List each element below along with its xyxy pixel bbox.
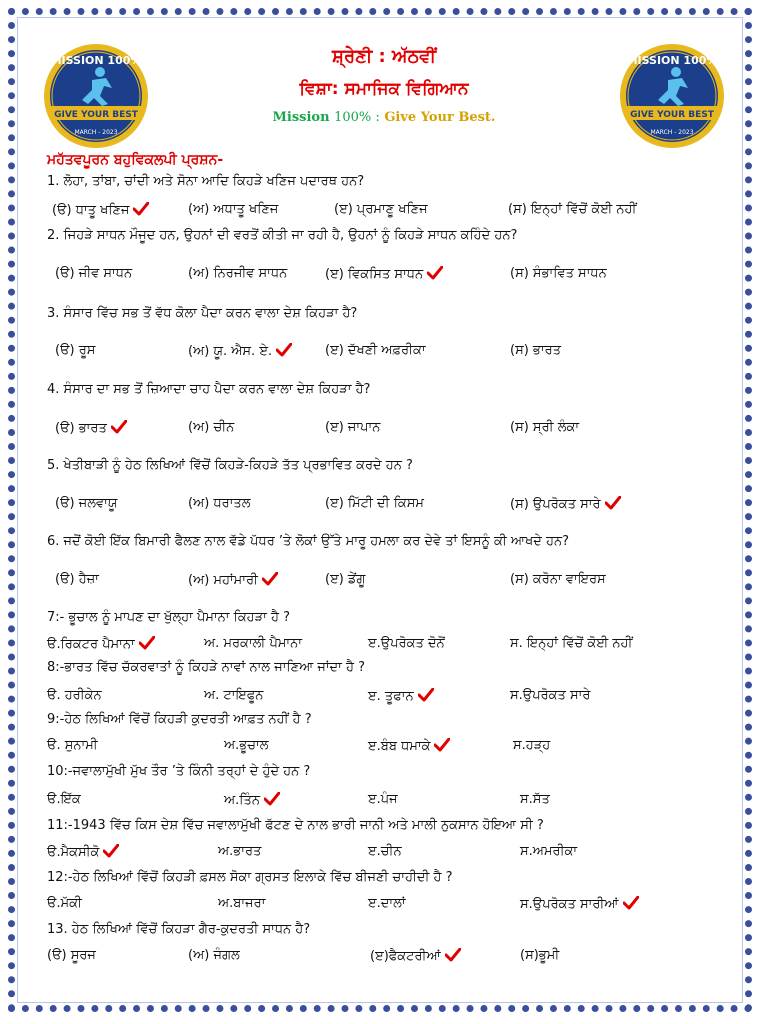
option-label: (ਸ) ਉਪਰੋਕਤ ਸਾਰੇ [510, 497, 601, 512]
option-label: (ੳ) ਧਾਤੂ ਖਣਿਜ [52, 203, 130, 218]
option-2-3 [325, 266, 443, 282]
option-label: ੳ.ਇੱਕ [47, 792, 81, 807]
option-1-4 [508, 202, 636, 217]
check-icon [434, 738, 450, 752]
option-1-3 [334, 202, 428, 217]
mission-badge-right [618, 42, 726, 150]
option-5-4 [510, 496, 621, 512]
option-10-2 [224, 792, 280, 808]
options-row [0, 420, 768, 440]
check-icon [139, 636, 155, 650]
option-label: ੳ. ਹਰੀਕੇਨ [47, 688, 102, 703]
option-label: ੳ.ਮੱਕੀ [47, 896, 82, 911]
option-11-2 [218, 844, 261, 859]
check-icon [418, 688, 434, 702]
option-6-2 [188, 572, 278, 588]
options-row [0, 343, 768, 363]
badge-band-text: GIVE YOUR BEST [630, 110, 714, 120]
question-3: 3. ਸੰਸਾਰ ਵਿੱਚ ਸਭ ਤੋਂ ਵੱਧ ਕੋਲਾ ਪੈਦਾ ਕਰਨ ਵਾਲਾ ਦੇਸ਼ ਕਿਹੜਾ ਹੈ? [47, 306, 358, 321]
check-icon [427, 266, 443, 280]
options-row [0, 896, 768, 916]
option-7-1 [47, 636, 155, 652]
option-label: (ਅ) ਧਰਾਤਲ [188, 496, 251, 511]
option-12-1 [47, 896, 82, 911]
tagline-word: Mission [272, 110, 330, 125]
question-7: 7:- ਭੂਚਾਲ ਨੂੰ ਮਾਪਣ ਦਾ ਖੁੱਲ੍ਹਾ ਪੈਮਾਨਾ ਕਿਹੜਾ ਹੈ ? [47, 610, 291, 625]
question-2: 2. ਜਿਹੜੇ ਸਾਧਨ ਮੌਜੂਦ ਹਨ, ਉਹਨਾਂ ਦੀ ਵਰਤੋਂ ਕੀਤੀ ਜਾ ਰਹੀ ਹੈ, ਉਹਨਾਂ ਨੂੰ ਕਿਹੜੇ ਸਾਧਨ ਕਹਿੰਦੇ ਹਨ? [47, 228, 518, 243]
option-label: ਸ.ਉਪਰੋਕਤ ਸਾਰੇ [510, 688, 591, 703]
option-label: ਅ. ਟਾਇਫੂਨ [204, 688, 264, 703]
option-8-1 [47, 688, 102, 703]
tagline-rest: Give Your Best. [384, 110, 496, 125]
check-icon [111, 420, 127, 434]
option-label: ੳ. ਸੁਨਾਮੀ [47, 738, 98, 753]
option-13-1 [47, 948, 96, 963]
option-label: (ੳ) ਸੂਰਜ [47, 948, 96, 963]
question-5: 5. ਖੇਤੀਬਾੜੀ ਨੂੰ ਹੇਠ ਲਿਖਿਆਂ ਵਿੱਚੋਂ ਕਿਹੜੇ-ਕਿਹੜੇ ਤੱਤ ਪ੍ਰਭਾਵਿਤ ਕਰਦੇ ਹਨ ? [47, 458, 413, 473]
option-label: ੲ.ਦਾਲਾਂ [368, 896, 406, 911]
option-8-3 [368, 688, 434, 704]
option-11-3 [368, 844, 402, 859]
option-label: ਸ.ਹੜ੍ਹ [513, 738, 551, 753]
badge-date-text: MARCH - 2023 [74, 129, 118, 136]
option-label: (ੲ) ਮਿੱਟੀ ਦੀ ਕਿਸਮ [325, 496, 424, 511]
option-10-1 [47, 792, 81, 807]
subject-title: ਵਿਸ਼ਾ: ਸਮਾਜਿਕ ਵਿਗਿਆਨ [299, 79, 469, 99]
option-3-4 [510, 343, 561, 358]
option-label: (ਅ) ਨਿਰਜੀਵ ਸਾਧਨ [188, 266, 288, 281]
option-2-4 [510, 266, 607, 281]
option-label: ਸ.ਉਪਰੋਕਤ ਸਾਰੀਆਂ [520, 897, 619, 912]
options-row [0, 948, 768, 968]
option-label: ਅ.ਭੂਚਾਲ [224, 738, 269, 753]
option-5-2 [188, 496, 251, 511]
option-3-2 [188, 343, 292, 359]
question-12: 12:-ਹੇਠ ਲਿਖਿਆਂ ਵਿੱਚੋਂ ਕਿਹੜੀ ਫ਼ਸਲ ਸੋਕਾ ਗ੍ਰਸਤ ਇਲਾਕੇ ਵਿੱਚ ਬੀਜਣੀ ਚਾਹੀਦੀ ਹੈ ? [47, 870, 453, 885]
option-label: (ੲ) ਦੱਖਣੀ ਅਫ਼ਰੀਕਾ [325, 343, 426, 358]
option-label: ੲ. ਤੂਫਾਨ [368, 689, 414, 704]
options-row [0, 738, 768, 758]
option-label: ਸ. ਇਨ੍ਹਾਂ ਵਿੱਚੋਂ ਕੋਈ ਨਹੀਂ [510, 636, 633, 651]
option-9-3 [368, 738, 450, 754]
option-7-3 [368, 636, 445, 651]
tagline [160, 110, 608, 125]
options-row [0, 688, 768, 708]
option-label: (ਅ) ਜੰਗਲ [188, 948, 240, 963]
tagline-number: 100% : [334, 110, 380, 125]
option-7-4 [510, 636, 632, 651]
option-label: (ਸ)ਭੂਮੀ [520, 948, 560, 963]
option-label: ੲ.ਚੀਨ [368, 844, 402, 859]
question-8: 8:-ਭਾਰਤ ਵਿੱਚ ਚੱਕਰਵਾਤਾਂ ਨੂੰ ਕਿਹੜੇ ਨਾਵਾਂ ਨਾਲ ਜਾਣਿਆ ਜਾਂਦਾ ਹੈ ? [47, 660, 365, 675]
option-label: (ਅ) ਚੀਨ [188, 420, 235, 435]
option-label: ਅ.ਭਾਰਤ [218, 844, 262, 859]
option-label: ਅ.ਤਿੰਨ [224, 793, 260, 808]
options-row [0, 572, 768, 592]
option-5-3 [325, 496, 424, 511]
option-label: (ੲ) ਡੇਂਗੂ [325, 572, 366, 587]
option-9-4 [513, 738, 550, 753]
option-2-1 [55, 266, 132, 281]
option-11-1 [47, 844, 119, 860]
check-icon [264, 792, 280, 806]
option-label: ਸ.ਅਮਰੀਕਾ [520, 844, 578, 859]
badge-band-text: GIVE YOUR BEST [54, 110, 138, 120]
option-4-1 [55, 420, 127, 436]
question-10: 10:-ਜਵਾਲਾਮੁੱਖੀ ਮੁੱਖ ਤੌਰ ’ਤੇ ਕਿੰਨੀ ਤਰ੍ਹਾਂ ਦੇ ਹੁੰਦੇ ਹਨ ? [47, 764, 311, 779]
question-13: 13. ਹੇਠ ਲਿਖਿਆਂ ਵਿੱਚੋਂ ਕਿਹੜਾ ਗੈਰ-ਕੁਦਰਤੀ ਸਾਧਨ ਹੈ? [47, 922, 311, 937]
check-icon [133, 202, 149, 216]
class-title: ਸ਼੍ਰੇਣੀ : ਅੱਠਵੀਂ [331, 46, 436, 67]
option-label: ਅ. ਮਰਕਾਲੀ ਪੈਮਾਨਾ [204, 636, 302, 651]
option-2-2 [188, 266, 287, 281]
check-icon [445, 948, 461, 962]
option-label: (ੳ) ਹੈਜ਼ਾ [55, 572, 99, 587]
option-label: ੳ.ਰਿਕਟਰ ਪੈਮਾਨਾ [47, 637, 135, 652]
option-11-4 [520, 844, 577, 859]
question-6: 6. ਜਦੋਂ ਕੋਈ ਇੱਕ ਬਿਮਾਰੀ ਫੈਲਣ ਨਾਲ ਵੱਡੇ ਪੱਧਰ ’ਤੇ ਲੋਕਾਂ ਉੱਤੇ ਮਾਰੂ ਹਮਲਾ ਕਰ ਦੇਵੇ ਤਾਂ ਇਸਨੂੰ ਕੀ ਆਖਦੇ ਹਨ? [47, 534, 570, 549]
option-label: (ਅ) ਅਧਾਤੂ ਖਣਿਜ [188, 202, 279, 217]
option-label: (ੲ) ਜਾਪਾਨ [325, 420, 381, 435]
option-12-4 [520, 896, 639, 912]
option-13-3 [370, 948, 461, 964]
option-label: (ੲ)ਫੈਕਟਰੀਆਂ [370, 949, 441, 964]
option-label: (ੲ) ਪ੍ਰਮਾਣੂ ਖਣਿਜ [334, 202, 428, 217]
option-9-1 [47, 738, 98, 753]
question-9: 9:-ਹੇਠ ਲਿਖਿਆਂ ਵਿੱਚੋਂ ਕਿਹੜੀ ਕੁਦਰਤੀ ਆਫ਼ਤ ਨਹੀਂ ਹੈ ? [47, 712, 312, 727]
option-label: (ਸ) ਸ੍ਰੀ ਲੰਕਾ [510, 420, 580, 435]
option-8-2 [204, 688, 263, 703]
question-11: 11:-1943 ਵਿੱਚ ਕਿਸ ਦੇਸ਼ ਵਿੱਚ ਜਵਾਲਾਮੁੱਖੀ ਫੱਟਣ ਦੇ ਨਾਲ ਭਾਰੀ ਜਾਨੀ ਅਤੇ ਮਾਲੀ ਨੁਕਸਾਨ ਹੋਇਆ ਸੀ ? [47, 818, 544, 833]
option-4-4 [510, 420, 579, 435]
option-label: (ੲ) ਵਿਕਸਿਤ ਸਾਧਨ [325, 267, 424, 282]
option-label: (ਸ) ਭਾਰਤ [510, 343, 562, 358]
option-label: (ੳ) ਜੀਵ ਸਾਧਨ [55, 266, 133, 281]
option-5-1 [55, 496, 117, 511]
option-12-3 [368, 896, 406, 911]
option-label: (ੳ) ਜਲਵਾਯੂ [55, 496, 118, 511]
mission-badge-left [42, 42, 150, 150]
options-row [0, 266, 768, 286]
section-title: ਮਹੱਤਵਪੂਰਨ ਬਹੁਵਿਕਲਪੀ ਪ੍ਰਸ਼ਨ- [47, 152, 224, 168]
option-label: ੳ.ਮੈਕਸੀਕੋ [47, 845, 100, 860]
options-row [0, 202, 768, 222]
option-label: (ਸ) ਇਨ੍ਹਾਂ ਵਿੱਚੋਂ ਕੋਈ ਨਹੀਂ [508, 202, 637, 217]
check-icon [623, 896, 639, 910]
option-7-2 [204, 636, 302, 651]
option-3-1 [55, 343, 95, 358]
option-label: ਅ.ਬਾਜਰਾ [218, 896, 266, 911]
option-label: ਸ.ਸੱਤ [520, 792, 550, 807]
badge-top-text: MISSION 100% [50, 54, 142, 67]
check-icon [605, 496, 621, 510]
check-icon [276, 343, 292, 357]
option-label: ੲ.ਉਪਰੋਕਤ ਦੋਨੋਂ [368, 636, 445, 651]
question-4: 4. ਸੰਸਾਰ ਦਾ ਸਭ ਤੋਂ ਜ਼ਿਆਦਾ ਚਾਹ ਪੈਦਾ ਕਰਨ ਵਾਲਾ ਦੇਸ਼ ਕਿਹੜਾ ਹੈ? [47, 382, 371, 397]
check-icon [103, 844, 119, 858]
option-3-3 [325, 343, 426, 358]
options-row [0, 636, 768, 656]
option-label: (ਅ) ਯੂ. ਐਸ. ਏ. [188, 344, 273, 359]
option-label: ੲ.ਬੰਬ ਧਮਾਕੇ [368, 739, 431, 754]
options-row [0, 496, 768, 516]
options-row [0, 792, 768, 812]
check-icon [262, 572, 278, 586]
option-8-4 [510, 688, 590, 703]
option-label: (ਸ) ਸੰਭਾਵਿਤ ਸਾਧਨ [510, 266, 607, 281]
option-6-1 [55, 572, 99, 587]
option-9-2 [224, 738, 269, 753]
option-13-2 [188, 948, 240, 963]
option-label: (ੳ) ਰੂਸ [55, 343, 96, 358]
option-6-3 [325, 572, 365, 587]
option-12-2 [218, 896, 265, 911]
badge-date-text: MARCH - 2023 [650, 129, 694, 136]
option-13-4 [520, 948, 559, 963]
option-6-4 [510, 572, 606, 587]
option-label: (ਅ) ਮਹਾਂਮਾਰੀ [188, 573, 258, 588]
option-label: (ੳ) ਭਾਰਤ [55, 421, 107, 436]
question-1: 1. ਲੋਹਾ, ਤਾਂਬਾ, ਚਾਂਦੀ ਅਤੇ ਸੋਨਾ ਆਦਿ ਕਿਹੜੇ ਖਣਿਜ ਪਦਾਰਥ ਹਨ? [47, 174, 365, 189]
option-1-1 [52, 202, 149, 218]
option-4-2 [188, 420, 234, 435]
page-header [160, 44, 608, 125]
option-label: (ਸ) ਕਰੋਨਾ ਵਾਇਰਸ [510, 572, 606, 587]
option-4-3 [325, 420, 380, 435]
badge-top-text: MISSION 100% [626, 54, 718, 67]
option-1-2 [188, 202, 278, 217]
option-10-4 [520, 792, 550, 807]
option-label: ੲ.ਪੰਜ [368, 792, 398, 807]
options-row [0, 844, 768, 864]
option-10-3 [368, 792, 398, 807]
